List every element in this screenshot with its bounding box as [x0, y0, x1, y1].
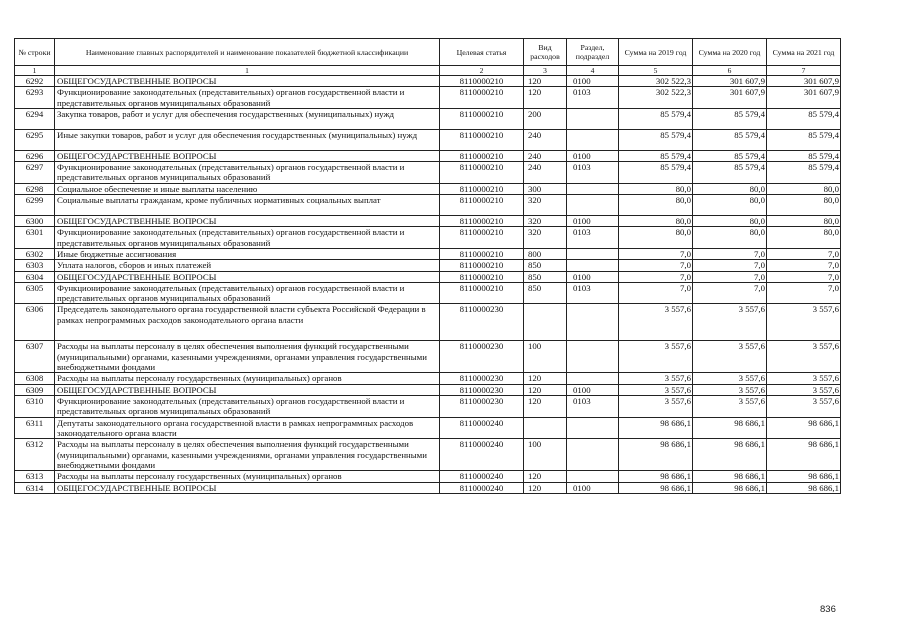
row-sum-2021: 7,0 — [767, 271, 841, 282]
row-sum-2020: 80,0 — [693, 195, 767, 216]
row-number: 6305 — [15, 282, 55, 304]
header-name: Наименование главных распорядителей и наименование показателей бюджетной классификации — [55, 39, 440, 66]
row-razdel: 0103 — [567, 396, 619, 418]
row-vid: 120 — [524, 384, 567, 395]
row-name: ОБЩЕГОСУДАРСТВЕННЫЕ ВОПРОСЫ — [55, 271, 440, 282]
row-number: 6295 — [15, 129, 55, 150]
page-number: 836 — [820, 604, 836, 615]
row-sum-2019: 80,0 — [619, 227, 693, 249]
row-razdel — [567, 471, 619, 482]
row-sum-2020: 98 686,1 — [693, 471, 767, 482]
row-vid: 850 — [524, 260, 567, 271]
row-name: Депутаты законодательного органа государственной власти в рамках непрограммных расходов законодательного органа власти — [55, 417, 440, 439]
header-row-number: № строки — [15, 39, 55, 66]
row-number: 6296 — [15, 150, 55, 161]
row-target: 8110000240 — [440, 417, 524, 439]
row-target: 8110000230 — [440, 396, 524, 418]
table-row — [15, 216, 841, 227]
header-index: 1 — [15, 66, 55, 76]
row-name: Функционирование законодательных (представительных) органов государственной власти и представительных органов муниципальных образований — [55, 227, 440, 249]
table-row — [15, 282, 841, 304]
row-sum-2019: 3 557,6 — [619, 384, 693, 395]
row-name: Иные бюджетные ассигнования — [55, 248, 440, 259]
row-sum-2021: 98 686,1 — [767, 417, 841, 439]
row-target: 8110000210 — [440, 87, 524, 109]
header-razdel: Раздел, подраздел — [567, 39, 619, 66]
header-index: 2 — [440, 66, 524, 76]
row-sum-2019: 3 557,6 — [619, 304, 693, 341]
table-row — [15, 76, 841, 87]
header-vid: Вид расходов — [524, 39, 567, 66]
row-target: 8110000210 — [440, 129, 524, 150]
row-sum-2021: 80,0 — [767, 227, 841, 249]
row-number: 6311 — [15, 417, 55, 439]
row-sum-2020: 3 557,6 — [693, 373, 767, 384]
row-name: Расходы на выплаты персоналу государственных (муниципальных) органов — [55, 373, 440, 384]
table-row — [15, 482, 841, 493]
row-target: 8110000210 — [440, 271, 524, 282]
row-target: 8110000210 — [440, 76, 524, 87]
table-row — [15, 260, 841, 271]
row-sum-2019: 7,0 — [619, 271, 693, 282]
header-index: 5 — [619, 66, 693, 76]
row-razdel — [567, 439, 619, 471]
row-razdel — [567, 195, 619, 216]
row-razdel: 0103 — [567, 227, 619, 249]
row-sum-2020: 80,0 — [693, 216, 767, 227]
row-target: 8110000240 — [440, 471, 524, 482]
row-sum-2019: 85 579,4 — [619, 162, 693, 184]
row-number: 6309 — [15, 384, 55, 395]
table-row — [15, 439, 841, 471]
row-sum-2019: 3 557,6 — [619, 341, 693, 373]
row-sum-2020: 3 557,6 — [693, 304, 767, 341]
row-sum-2021: 3 557,6 — [767, 304, 841, 341]
row-sum-2021: 7,0 — [767, 260, 841, 271]
table-row — [15, 150, 841, 161]
table-row — [15, 373, 841, 384]
row-razdel: 0100 — [567, 482, 619, 493]
row-name: Функционирование законодательных (представительных) органов государственной власти и представительных органов муниципальных образований — [55, 282, 440, 304]
row-target: 8110000210 — [440, 150, 524, 161]
row-name: ОБЩЕГОСУДАРСТВЕННЫЕ ВОПРОСЫ — [55, 482, 440, 493]
header-index: 7 — [767, 66, 841, 76]
row-sum-2019: 98 686,1 — [619, 482, 693, 493]
row-vid: 120 — [524, 396, 567, 418]
row-number: 6298 — [15, 183, 55, 194]
header-index: 6 — [693, 66, 767, 76]
row-razdel: 0100 — [567, 76, 619, 87]
row-target: 8110000230 — [440, 341, 524, 373]
table-row — [15, 471, 841, 482]
row-sum-2021: 7,0 — [767, 282, 841, 304]
row-sum-2020: 3 557,6 — [693, 396, 767, 418]
row-vid: 120 — [524, 471, 567, 482]
header-target: Целевая статья — [440, 39, 524, 66]
row-name: Расходы на выплаты персоналу государственных (муниципальных) органов — [55, 471, 440, 482]
row-number: 6292 — [15, 76, 55, 87]
row-vid: 320 — [524, 216, 567, 227]
row-sum-2021: 80,0 — [767, 216, 841, 227]
table-row — [15, 108, 841, 129]
row-vid: 850 — [524, 282, 567, 304]
row-sum-2020: 7,0 — [693, 271, 767, 282]
row-target: 8110000230 — [440, 373, 524, 384]
row-sum-2019: 3 557,6 — [619, 373, 693, 384]
row-number: 6308 — [15, 373, 55, 384]
header-sum-2019: Сумма на 2019 год — [619, 39, 693, 66]
row-sum-2021: 301 607,9 — [767, 87, 841, 109]
row-vid — [524, 417, 567, 439]
row-sum-2020: 98 686,1 — [693, 417, 767, 439]
row-target: 8110000210 — [440, 260, 524, 271]
row-name: ОБЩЕГОСУДАРСТВЕННЫЕ ВОПРОСЫ — [55, 150, 440, 161]
table-row — [15, 384, 841, 395]
header-sum-2020: Сумма на 2020 год — [693, 39, 767, 66]
table-row — [15, 129, 841, 150]
row-vid: 120 — [524, 373, 567, 384]
row-razdel: 0100 — [567, 384, 619, 395]
row-sum-2019: 85 579,4 — [619, 108, 693, 129]
row-target: 8110000210 — [440, 162, 524, 184]
row-sum-2020: 98 686,1 — [693, 482, 767, 493]
row-sum-2020: 85 579,4 — [693, 150, 767, 161]
row-target: 8110000210 — [440, 216, 524, 227]
row-name: Закупка товаров, работ и услуг для обеспечения государственных (муниципальных) нужд — [55, 108, 440, 129]
row-sum-2019: 302 522,3 — [619, 76, 693, 87]
row-sum-2019: 80,0 — [619, 183, 693, 194]
row-sum-2021: 98 686,1 — [767, 471, 841, 482]
row-razdel — [567, 248, 619, 259]
row-sum-2019: 7,0 — [619, 282, 693, 304]
row-name: Председатель законодательного органа государственной власти субъекта Российской Федерации в рамках непрограммных расходов законодательного органа власти — [55, 304, 440, 341]
row-sum-2021: 3 557,6 — [767, 373, 841, 384]
row-number: 6314 — [15, 482, 55, 493]
row-name: Расходы на выплаты персоналу в целях обеспечения выполнения функций государственными (муниципальными) органами, казенными учреждениями, органами управления государственными внебюджетными фондами — [55, 341, 440, 373]
row-sum-2021: 301 607,9 — [767, 76, 841, 87]
row-sum-2020: 98 686,1 — [693, 439, 767, 471]
table-row — [15, 195, 841, 216]
row-sum-2020: 85 579,4 — [693, 162, 767, 184]
row-number: 6294 — [15, 108, 55, 129]
row-razdel — [567, 108, 619, 129]
row-target: 8110000210 — [440, 248, 524, 259]
row-vid — [524, 304, 567, 341]
row-sum-2021: 80,0 — [767, 195, 841, 216]
row-sum-2019: 7,0 — [619, 248, 693, 259]
table-row — [15, 87, 841, 109]
row-number: 6304 — [15, 271, 55, 282]
row-sum-2020: 85 579,4 — [693, 129, 767, 150]
row-number: 6300 — [15, 216, 55, 227]
row-name: ОБЩЕГОСУДАРСТВЕННЫЕ ВОПРОСЫ — [55, 216, 440, 227]
row-vid: 120 — [524, 482, 567, 493]
row-target: 8110000240 — [440, 482, 524, 493]
row-sum-2020: 7,0 — [693, 260, 767, 271]
row-name: Функционирование законодательных (представительных) органов государственной власти и представительных органов муниципальных образований — [55, 162, 440, 184]
row-sum-2020: 7,0 — [693, 248, 767, 259]
row-sum-2020: 7,0 — [693, 282, 767, 304]
row-razdel — [567, 373, 619, 384]
row-sum-2020: 80,0 — [693, 227, 767, 249]
row-sum-2021: 3 557,6 — [767, 384, 841, 395]
table-header — [15, 39, 841, 76]
row-sum-2021: 85 579,4 — [767, 129, 841, 150]
row-sum-2020: 301 607,9 — [693, 87, 767, 109]
row-razdel — [567, 304, 619, 341]
row-name: Уплата налогов, сборов и иных платежей — [55, 260, 440, 271]
row-vid: 320 — [524, 227, 567, 249]
row-name: Социальные выплаты гражданам, кроме публичных нормативных социальных выплат — [55, 195, 440, 216]
table-row — [15, 417, 841, 439]
row-vid: 850 — [524, 271, 567, 282]
table-row — [15, 396, 841, 418]
row-sum-2019: 7,0 — [619, 260, 693, 271]
row-razdel: 0103 — [567, 87, 619, 109]
table-row — [15, 341, 841, 373]
row-number: 6293 — [15, 87, 55, 109]
table-row — [15, 227, 841, 249]
row-razdel — [567, 341, 619, 373]
row-sum-2019: 98 686,1 — [619, 417, 693, 439]
table-row — [15, 183, 841, 194]
row-number: 6306 — [15, 304, 55, 341]
row-number: 6313 — [15, 471, 55, 482]
row-vid: 100 — [524, 341, 567, 373]
row-name: Социальное обеспечение и иные выплаты населению — [55, 183, 440, 194]
row-vid: 240 — [524, 150, 567, 161]
row-sum-2020: 301 607,9 — [693, 76, 767, 87]
row-name: ОБЩЕГОСУДАРСТВЕННЫЕ ВОПРОСЫ — [55, 76, 440, 87]
row-sum-2019: 80,0 — [619, 216, 693, 227]
row-sum-2020: 85 579,4 — [693, 108, 767, 129]
table-body — [15, 76, 841, 494]
row-number: 6302 — [15, 248, 55, 259]
row-target: 8110000210 — [440, 108, 524, 129]
row-sum-2021: 85 579,4 — [767, 150, 841, 161]
row-number: 6297 — [15, 162, 55, 184]
row-razdel: 0103 — [567, 282, 619, 304]
row-razdel: 0100 — [567, 150, 619, 161]
row-target: 8110000210 — [440, 227, 524, 249]
row-sum-2020: 80,0 — [693, 183, 767, 194]
row-target: 8110000230 — [440, 384, 524, 395]
row-razdel — [567, 417, 619, 439]
row-name: Иные закупки товаров, работ и услуг для обеспечения государственных (муниципальных) нужд — [55, 129, 440, 150]
row-sum-2021: 3 557,6 — [767, 396, 841, 418]
row-sum-2020: 3 557,6 — [693, 341, 767, 373]
row-sum-2021: 7,0 — [767, 248, 841, 259]
row-sum-2019: 3 557,6 — [619, 396, 693, 418]
row-name: Расходы на выплаты персоналу в целях обеспечения выполнения функций государственными (муниципальными) органами, казенными учреждениями, органами управления государственными внебюджетными фондами — [55, 439, 440, 471]
row-vid: 300 — [524, 183, 567, 194]
row-vid: 200 — [524, 108, 567, 129]
row-target: 8110000210 — [440, 195, 524, 216]
row-sum-2019: 98 686,1 — [619, 471, 693, 482]
header-index: 3 — [524, 66, 567, 76]
row-sum-2019: 302 522,3 — [619, 87, 693, 109]
row-target: 8110000240 — [440, 439, 524, 471]
row-number: 6299 — [15, 195, 55, 216]
row-vid: 800 — [524, 248, 567, 259]
row-vid: 120 — [524, 87, 567, 109]
row-sum-2021: 98 686,1 — [767, 482, 841, 493]
row-vid: 100 — [524, 439, 567, 471]
row-sum-2020: 3 557,6 — [693, 384, 767, 395]
row-razdel: 0103 — [567, 162, 619, 184]
row-sum-2019: 98 686,1 — [619, 439, 693, 471]
row-razdel — [567, 129, 619, 150]
header-index: 4 — [567, 66, 619, 76]
budget-table — [14, 38, 841, 494]
row-sum-2021: 85 579,4 — [767, 162, 841, 184]
row-target: 8110000210 — [440, 183, 524, 194]
row-number: 6303 — [15, 260, 55, 271]
row-name: Функционирование законодательных (представительных) органов государственной власти и представительных органов муниципальных образований — [55, 87, 440, 109]
row-vid: 320 — [524, 195, 567, 216]
header-index: 1 — [55, 66, 440, 76]
row-target: 8110000230 — [440, 304, 524, 341]
row-sum-2019: 85 579,4 — [619, 129, 693, 150]
row-sum-2019: 85 579,4 — [619, 150, 693, 161]
row-razdel: 0100 — [567, 216, 619, 227]
table-row — [15, 248, 841, 259]
row-sum-2019: 80,0 — [619, 195, 693, 216]
row-razdel — [567, 183, 619, 194]
table-row — [15, 162, 841, 184]
row-razdel: 0100 — [567, 271, 619, 282]
header-sum-2021: Сумма на 2021 год — [767, 39, 841, 66]
row-sum-2021: 3 557,6 — [767, 341, 841, 373]
row-vid: 240 — [524, 129, 567, 150]
table-row — [15, 271, 841, 282]
row-target: 8110000210 — [440, 282, 524, 304]
row-razdel — [567, 260, 619, 271]
row-name: ОБЩЕГОСУДАРСТВЕННЫЕ ВОПРОСЫ — [55, 384, 440, 395]
row-number: 6310 — [15, 396, 55, 418]
row-sum-2021: 85 579,4 — [767, 108, 841, 129]
row-sum-2021: 80,0 — [767, 183, 841, 194]
row-vid: 120 — [524, 76, 567, 87]
row-name: Функционирование законодательных (представительных) органов государственной власти и представительных органов муниципальных образований — [55, 396, 440, 418]
row-vid: 240 — [524, 162, 567, 184]
table-row — [15, 304, 841, 341]
row-number: 6312 — [15, 439, 55, 471]
row-number: 6307 — [15, 341, 55, 373]
budget-table-page — [14, 38, 840, 494]
row-number: 6301 — [15, 227, 55, 249]
row-sum-2021: 98 686,1 — [767, 439, 841, 471]
